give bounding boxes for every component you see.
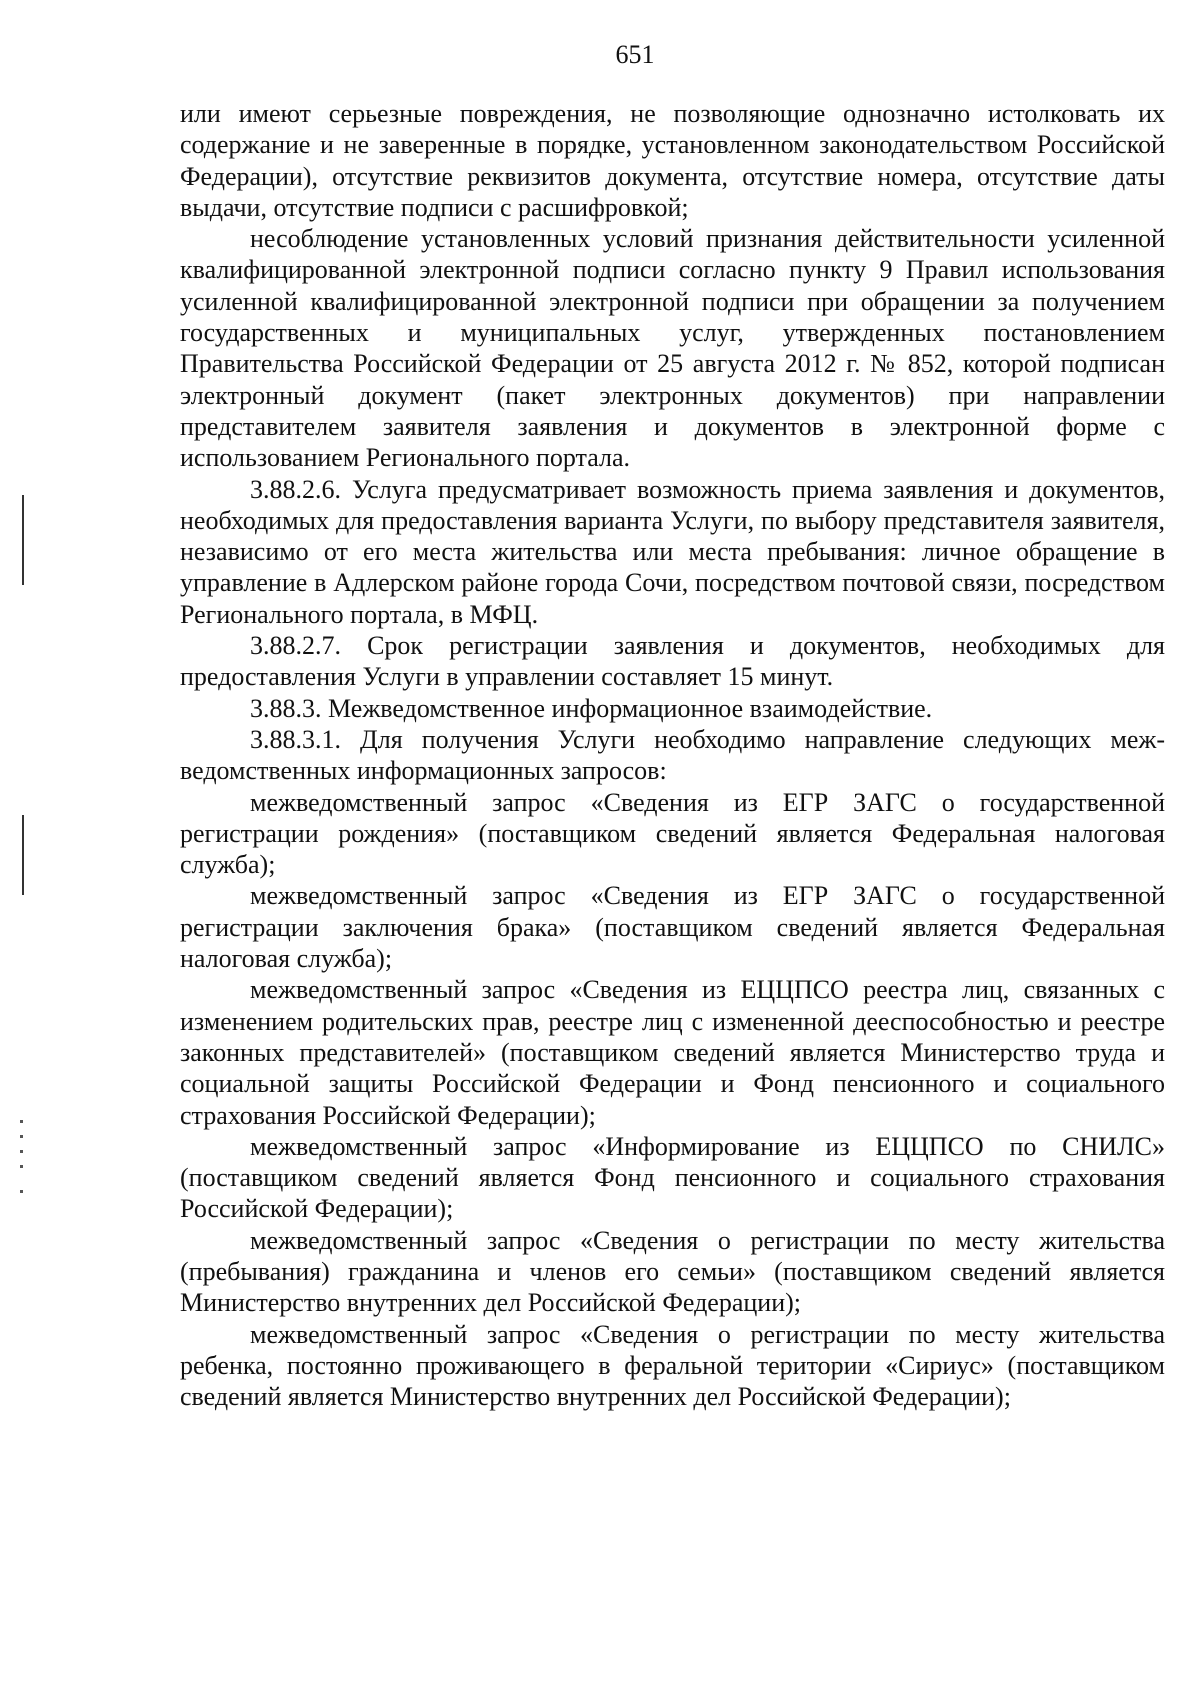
paragraph-3-88-2-7: 3.88.2.7. Срок регистрации заявления и документов, необходимых для предоставления Услуги в управлении составляет 15 минут. (180, 631, 1165, 692)
paragraph-3-88-3-1: 3.88.3.1. Для получения Услуги необходимо направление следующих межведомственных информационных запросов: (180, 724, 1165, 786)
margin-scan-mark (22, 815, 24, 895)
list-item-request-snils: межведомственный запрос «Информирование из ЕЦЦПСО по СНИЛС» (поставщиком сведений является Фонд пенсионного и социального страхования Российской Федерации); (180, 1131, 1165, 1224)
paragraph-continuation: или имеют серьезные повреждения, не позволяющие однозначно истолковать их содержание и не заверенные в порядке, установленном законодательством Российской Федерации), отсутствие реквизитов документа, отсутствие номера, отсутствие даты выдачи, отсутствие подписи с расшифровкой; (180, 99, 1165, 222)
margin-scan-mark (22, 495, 24, 585)
margin-scan-dot (20, 1120, 23, 1123)
paragraph-3-88-3: 3.88.3. Межведомственное информационное взаимодействие. (250, 693, 933, 723)
margin-scan-dot (20, 1165, 23, 1168)
document-body (180, 98, 1165, 1412)
list-item-request-birth: межведомственный запрос «Сведения из ЕГР ЗАГС о государственной регистрации рождения» (поставщиком сведений является Федеральная налоговая служба); (180, 787, 1165, 880)
list-item-request-parental-rights: межведомственный запрос «Сведения из ЕЦЦПСО реестра лиц, связанных с изменением родительских прав, реестре лиц с измененной дееспособностью и реестре законных представителей» (поставщиком сведений является Министерство труда и социальной защиты Российской Федерации и Фонд пенсионного и социального страхования Российской Федерации); (180, 975, 1165, 1130)
margin-scan-dot (20, 1150, 23, 1153)
margin-scan-dot (20, 1135, 23, 1138)
list-item-request-residence-child: межведомственный запрос «Сведения о регистрации по месту жительства ребенка, постоянно проживающего в феральной територии «Сириус» (поставщиком сведений является Министерство внутренних дел Российской Федерации); (180, 1319, 1165, 1412)
list-item-request-marriage: межведомственный запрос «Сведения из ЕГР ЗАГС о государственной регистрации заключения брака» (поставщиком сведений является Федеральная налоговая служба); (180, 881, 1165, 974)
paragraph-signature-condition: несоблюдение установленных условий признания действительности усиленной квалифицированной электронной подписи согласно пункту 9 Правил использования усиленной квалифицированной электронной подписи при обращении за получением государственных и муниципальных услуг, утвержденных постановлением Правительства Российской Федерации от 25 августа 2012 г. № 852, которой подписан электронный документ (пакет электронных документов) при направлении представителем заявителя заявления и документов в электронной форме с использованием Регионального портала. (180, 224, 1165, 473)
page-number: 651 (615, 40, 655, 69)
margin-scan-dot (20, 1190, 23, 1193)
list-item-request-residence-family: межведомственный запрос «Сведения о регистрации по месту жительства (пребывания) гражданина и членов его семьи» (поставщиком сведений является Министерство внутренних дел Российской Федерации); (180, 1225, 1165, 1318)
paragraph-3-88-2-6: 3.88.2.6. Услуга предусматривает возможность приема заявления и документов, необходимых для предоставления варианта Услуги, по выбору представителя заявителя, независимо от его места жительства или места пребывания: личное обращение в управление в Адлерском районе города Сочи, посредством почтовой связи, посредством Регионального портала, в МФЦ. (180, 474, 1165, 629)
